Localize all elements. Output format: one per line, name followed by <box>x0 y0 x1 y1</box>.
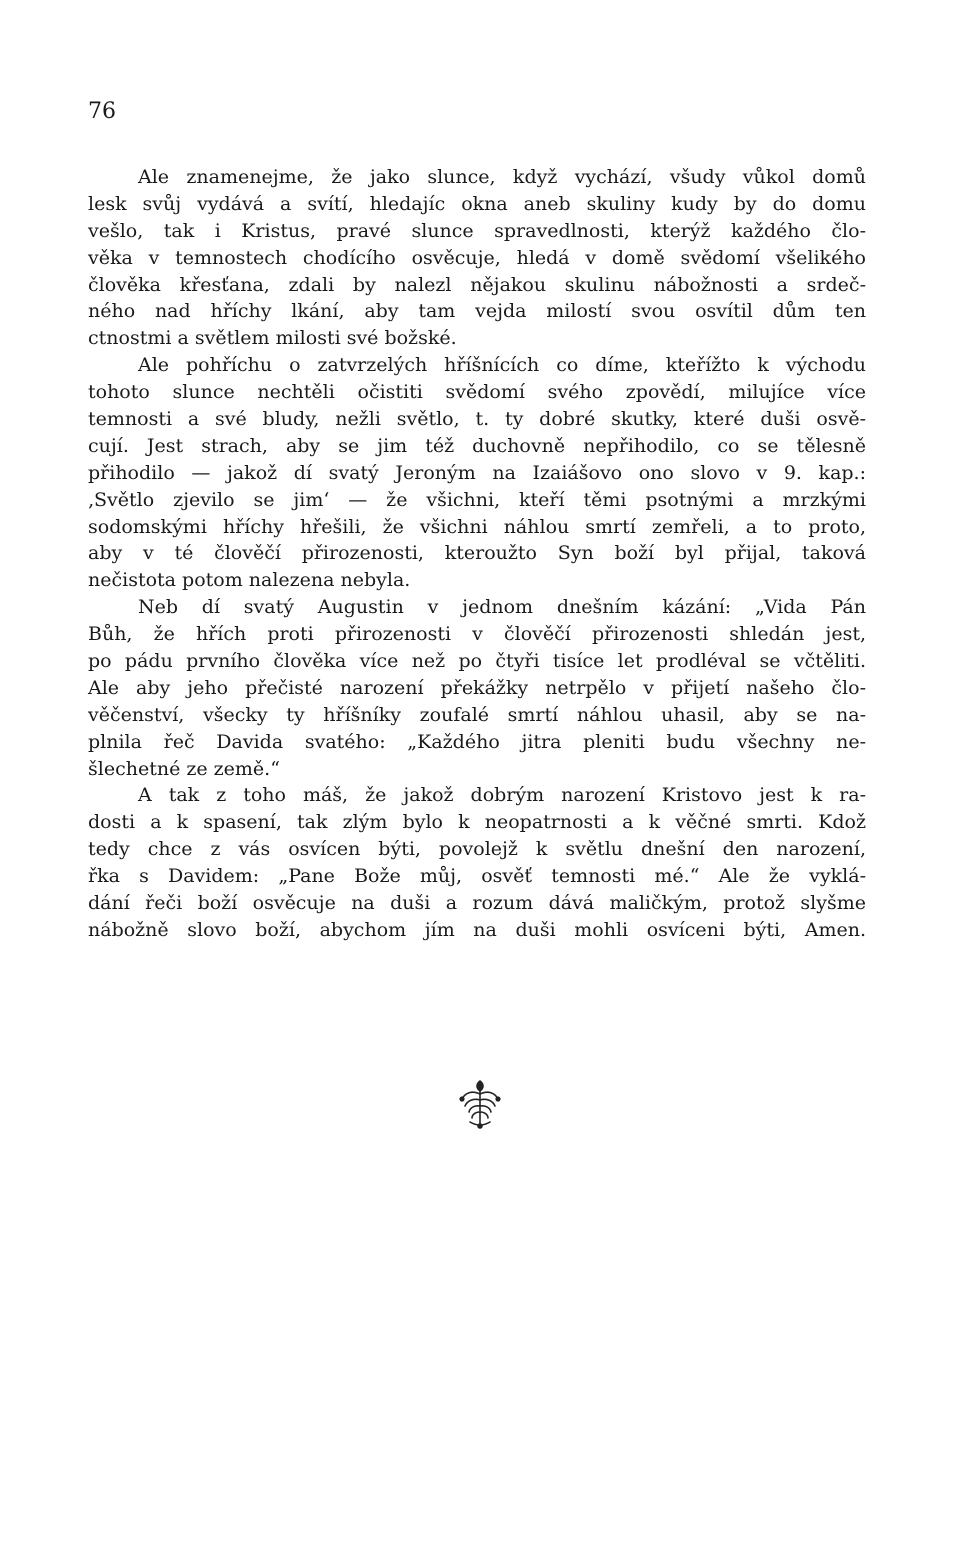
text-line: šlechetné ze země.“ <box>88 757 280 780</box>
text-line: Ale pohříchu o zatvrzelých hříšnících co díme, kteřížto k východu <box>138 354 866 377</box>
text-line: Ale znamenejme, že jako slunce, když vychází, všudy vůkol domů <box>138 166 866 188</box>
body-text <box>88 164 866 944</box>
text-line: ného nad hříchy lkání, aby tam vejda milostí svou osvítil dům ten <box>88 300 866 323</box>
text-line: dání řeči boží osvěcuje na duši a rozum dává maličkým, protož slyšme <box>88 892 866 915</box>
text-line: nábožně slovo boží, abychom jím na duši mohli osvíceni býti, Amen. <box>88 918 866 941</box>
page-number: 76 <box>88 99 116 124</box>
text-line: vešlo, tak i Kristus, pravé slunce spravedlnosti, kterýž každého člo- <box>88 219 866 242</box>
text-line: věčenství, všecky ty hříšníky zoufalé smrtí náhlou uhasil, aby se na- <box>88 703 866 726</box>
text-line: člověka křesťana, zdali by nalezl nějakou skulinu nábožnosti a srdeč- <box>88 273 866 296</box>
text-line: sodomskými hříchy hřešili, že všichni náhlou smrtí zemřeli, a to proto, <box>88 515 866 538</box>
text-line: po pádu prvního člověka více než po čtyři tisíce let prodléval se včtěliti. <box>88 650 866 673</box>
text-line: Neb dí svatý Augustin v jednom dnešním kázání: „Vida Pán <box>138 596 866 619</box>
text-line: A tak z toho máš, že jakož dobrým narození Kristovo jest k ra- <box>138 784 866 807</box>
text-line: ‚Světlo zjevilo se jim‘ — že všichni, kteří těmi psotnými a mrzkými <box>88 488 866 511</box>
fleuron-ornament-icon <box>456 1078 504 1130</box>
text-line: přihodilo — jakož dí svatý Jeroným na Izaiášovo ono slovo v 9. kap.: <box>88 461 866 484</box>
text-line: temnosti a své bludy, nežli světlo, t. ty dobré skutky, které duši osvě- <box>88 408 866 431</box>
text-line: lesk svůj vydává a svítí, hledajíc okna aneb skuliny kudy by do domu <box>88 192 866 215</box>
text-line: tedy chce z vás osvícen býti, povolejž k světlu dnešní den narození, <box>88 838 866 861</box>
text-line: nečistota potom nalezena nebyla. <box>88 569 411 592</box>
text-line: Ale aby jeho přečisté narození překážky netrpělo v přijetí našeho člo- <box>88 676 866 699</box>
text-line: cují. Jest strach, aby se jim též duchovně nepřihodilo, co se tělesně <box>88 434 866 457</box>
text-line: ctnostmi a světlem milosti své božské. <box>88 327 457 350</box>
text-line: Bůh, že hřích proti přirozenosti v člověčí přirozenosti shledán jest, <box>88 623 866 646</box>
text-line: věka v temnostech chodícího osvěcuje, hledá v domě svědomí všelikého <box>88 246 866 269</box>
text-line: dosti a k spasení, tak zlým bylo k neopatrnosti a k věčné smrti. Kdož <box>88 811 866 834</box>
text-line: plnila řeč Davida svatého: „Každého jitra pleniti budu všechny ne- <box>88 730 866 753</box>
text-line: aby v té člověčí přirozenosti, kteroužto Syn boží byl přijal, taková <box>88 542 866 565</box>
text-line: řka s Davidem: „Pane Bože můj, osvěť temnosti mé.“ Ale že vyklá- <box>88 865 866 888</box>
text-line: tohoto slunce nechtěli očistiti svědomí svého zpovědí, milujíce více <box>88 381 866 404</box>
